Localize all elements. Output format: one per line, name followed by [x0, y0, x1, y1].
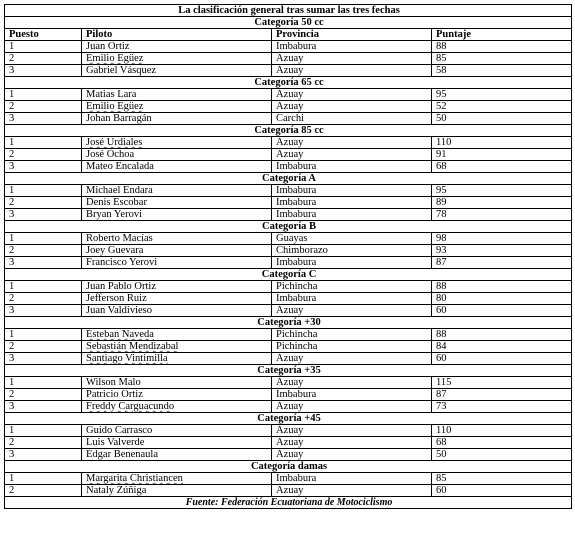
- puntaje-cell: 68: [432, 161, 572, 173]
- puntaje-cell: 88: [432, 41, 572, 53]
- puesto-cell: 3: [5, 65, 82, 77]
- provincia-cell: Azuay: [272, 449, 432, 461]
- piloto-cell: [82, 185, 272, 197]
- category-heading: Categoría 85 cc: [5, 125, 572, 137]
- puntaje-cell: 89: [432, 197, 572, 209]
- piloto-name: Patricio Ortiz: [86, 389, 143, 400]
- table-row: [5, 389, 572, 401]
- provincia-cell: Azuay: [272, 425, 432, 437]
- puesto-cell: 3: [5, 209, 82, 221]
- piloto-name: Juan Valdivieso: [86, 305, 153, 316]
- piloto-cell: [82, 401, 272, 413]
- provincia-cell: Pichincha: [272, 281, 432, 293]
- category-row: [5, 461, 572, 473]
- category-row: [5, 413, 572, 425]
- provincia-cell: Imbabura: [272, 473, 432, 485]
- provincia-cell: Azuay: [272, 437, 432, 449]
- category-heading: Categoría 50 cc: [5, 17, 572, 29]
- provincia-cell: Azuay: [272, 137, 432, 149]
- puntaje-cell: 58: [432, 65, 572, 77]
- provincia-cell: Azuay: [272, 353, 432, 365]
- provincia-cell: Imbabura: [272, 41, 432, 53]
- puesto-cell: 2: [5, 53, 82, 65]
- provincia-cell: Imbabura: [272, 161, 432, 173]
- piloto-name: Emilio Egüez: [86, 101, 144, 112]
- puesto-cell: 1: [5, 377, 82, 389]
- category-row: [5, 221, 572, 233]
- column-header: Piloto: [82, 29, 272, 41]
- provincia-cell: Imbabura: [272, 293, 432, 305]
- source-row: [5, 497, 572, 509]
- puesto-cell: 1: [5, 329, 82, 341]
- puesto-cell: 1: [5, 425, 82, 437]
- table-row: [5, 185, 572, 197]
- piloto-cell: [82, 233, 272, 245]
- provincia-cell: Imbabura: [272, 209, 432, 221]
- piloto-name: José Urdiales: [86, 137, 143, 148]
- provincia-cell: Carchi: [272, 113, 432, 125]
- puesto-cell: 2: [5, 437, 82, 449]
- puntaje-cell: 60: [432, 353, 572, 365]
- puntaje-cell: 87: [432, 389, 572, 401]
- piloto-cell: [82, 209, 272, 221]
- provincia-cell: Azuay: [272, 65, 432, 77]
- category-heading: Categoría 65 cc: [5, 77, 572, 89]
- table-row: [5, 233, 572, 245]
- table-row: [5, 293, 572, 305]
- puesto-cell: 1: [5, 41, 82, 53]
- provincia-cell: Azuay: [272, 53, 432, 65]
- table-row: [5, 149, 572, 161]
- puntaje-cell: 85: [432, 53, 572, 65]
- puesto-cell: 2: [5, 245, 82, 257]
- puesto-cell: 1: [5, 185, 82, 197]
- piloto-cell: [82, 437, 272, 449]
- piloto-name: Denis Escobar: [86, 197, 147, 208]
- table-row: [5, 41, 572, 53]
- piloto-cell: [82, 41, 272, 53]
- provincia-cell: Azuay: [272, 89, 432, 101]
- column-header: Puntaje: [432, 29, 572, 41]
- provincia-cell: Azuay: [272, 149, 432, 161]
- puesto-cell: 3: [5, 401, 82, 413]
- puntaje-cell: 115: [432, 377, 572, 389]
- piloto-cell: [82, 113, 272, 125]
- piloto-cell: [82, 149, 272, 161]
- table-row: [5, 329, 572, 341]
- puntaje-cell: 87: [432, 257, 572, 269]
- piloto-name: Emilio Egüez: [86, 53, 144, 64]
- piloto-name: Matias Lara: [86, 89, 137, 100]
- title-row: [5, 5, 572, 17]
- piloto-name: Luis Valverde: [86, 437, 145, 448]
- piloto-name: Francisco Yerovi: [86, 257, 158, 268]
- piloto-cell: [82, 329, 272, 341]
- table-row: [5, 305, 572, 317]
- puntaje-cell: 60: [432, 485, 572, 497]
- piloto-name: Nataly Zúñiga: [86, 485, 147, 496]
- table-row: [5, 137, 572, 149]
- results-table-body: [5, 5, 572, 509]
- provincia-cell: Imbabura: [272, 197, 432, 209]
- table-row: [5, 341, 572, 353]
- puntaje-cell: 68: [432, 437, 572, 449]
- puntaje-cell: 110: [432, 137, 572, 149]
- category-heading: Categoría damas: [5, 461, 572, 473]
- results-table: [4, 4, 572, 509]
- puesto-cell: 1: [5, 89, 82, 101]
- piloto-name: Gabriel Vásquez: [86, 65, 157, 76]
- category-heading: Categoría A: [5, 173, 572, 185]
- piloto-cell: [82, 389, 272, 401]
- piloto-name: Juan Pablo Ortiz: [86, 281, 156, 292]
- provincia-cell: Pichincha: [272, 341, 432, 353]
- piloto-name: Wilson Malo: [86, 377, 141, 388]
- category-heading: Categoría +35: [5, 365, 572, 377]
- piloto-cell: [82, 341, 272, 353]
- puntaje-cell: 50: [432, 449, 572, 461]
- puntaje-cell: 91: [432, 149, 572, 161]
- table-row: [5, 425, 572, 437]
- provincia-cell: Chimborazo: [272, 245, 432, 257]
- piloto-cell: [82, 137, 272, 149]
- puesto-cell: 3: [5, 305, 82, 317]
- piloto-name: Edgar Benenaula: [86, 449, 159, 460]
- puesto-cell: 1: [5, 473, 82, 485]
- provincia-cell: Azuay: [272, 305, 432, 317]
- puesto-cell: 1: [5, 281, 82, 293]
- table-row: [5, 281, 572, 293]
- puntaje-cell: 95: [432, 185, 572, 197]
- puntaje-cell: 52: [432, 101, 572, 113]
- table-row: [5, 401, 572, 413]
- piloto-cell: [82, 197, 272, 209]
- category-row: [5, 173, 572, 185]
- puntaje-cell: 80: [432, 293, 572, 305]
- piloto-name: Bryan Yerovi: [86, 209, 143, 220]
- piloto-cell: [82, 305, 272, 317]
- piloto-name: Esteban Naveda: [86, 329, 154, 340]
- category-heading: Categoría +30: [5, 317, 572, 329]
- puntaje-cell: 110: [432, 425, 572, 437]
- piloto-name: José Ochoa: [86, 149, 135, 160]
- puesto-cell: 2: [5, 101, 82, 113]
- puesto-cell: 2: [5, 485, 82, 497]
- piloto-cell: [82, 485, 272, 497]
- piloto-cell: [82, 377, 272, 389]
- provincia-cell: Imbabura: [272, 185, 432, 197]
- category-row: [5, 365, 572, 377]
- piloto-cell: [82, 65, 272, 77]
- piloto-cell: [82, 101, 272, 113]
- table-row: [5, 161, 572, 173]
- provincia-cell: Azuay: [272, 377, 432, 389]
- table-row: [5, 113, 572, 125]
- piloto-cell: [82, 353, 272, 365]
- category-heading: Categoría +45: [5, 413, 572, 425]
- piloto-cell: [82, 449, 272, 461]
- piloto-name: Johan Barragán: [86, 113, 152, 124]
- puesto-cell: 3: [5, 353, 82, 365]
- table-row: [5, 89, 572, 101]
- piloto-name: Sebastián Mendizabal: [86, 341, 179, 352]
- puesto-cell: 2: [5, 197, 82, 209]
- table-row: [5, 209, 572, 221]
- piloto-cell: [82, 293, 272, 305]
- puesto-cell: 3: [5, 257, 82, 269]
- provincia-cell: Imbabura: [272, 257, 432, 269]
- source-note: Fuente: Federación Ecuatoriana de Motociclismo: [5, 497, 572, 509]
- piloto-name: Mateo Encalada: [86, 161, 154, 172]
- category-row: [5, 125, 572, 137]
- puntaje-cell: 78: [432, 209, 572, 221]
- table-row: [5, 377, 572, 389]
- puesto-cell: 1: [5, 137, 82, 149]
- provincia-cell: Imbabura: [272, 389, 432, 401]
- piloto-name: Michael Endara: [86, 185, 153, 196]
- provincia-cell: Azuay: [272, 101, 432, 113]
- puesto-cell: 2: [5, 149, 82, 161]
- category-heading: Categoría C: [5, 269, 572, 281]
- puntaje-cell: 60: [432, 305, 572, 317]
- provincia-cell: Azuay: [272, 401, 432, 413]
- puntaje-cell: 73: [432, 401, 572, 413]
- puntaje-cell: 88: [432, 329, 572, 341]
- table-row: [5, 437, 572, 449]
- table-row: [5, 353, 572, 365]
- table-row: [5, 473, 572, 485]
- piloto-cell: [82, 89, 272, 101]
- category-row: [5, 77, 572, 89]
- puntaje-cell: 85: [432, 473, 572, 485]
- puntaje-cell: 95: [432, 89, 572, 101]
- puesto-cell: 3: [5, 449, 82, 461]
- puntaje-cell: 88: [432, 281, 572, 293]
- puesto-cell: 2: [5, 341, 82, 353]
- table-row: [5, 449, 572, 461]
- puntaje-cell: 84: [432, 341, 572, 353]
- piloto-cell: [82, 425, 272, 437]
- puesto-cell: 3: [5, 161, 82, 173]
- piloto-cell: [82, 53, 272, 65]
- piloto-name: Joey Guevara: [86, 245, 144, 256]
- piloto-name: Juan Ortiz: [86, 41, 130, 52]
- piloto-cell: [82, 281, 272, 293]
- piloto-cell: [82, 257, 272, 269]
- header-row: [5, 29, 572, 41]
- puesto-cell: 2: [5, 293, 82, 305]
- piloto-name: Freddy Carguacundo: [86, 401, 175, 412]
- table-row: [5, 65, 572, 77]
- table-row: [5, 485, 572, 497]
- table-row: [5, 101, 572, 113]
- piloto-name: Roberto Macías: [86, 233, 153, 244]
- provincia-cell: Guayas: [272, 233, 432, 245]
- puesto-cell: 1: [5, 233, 82, 245]
- piloto-cell: [82, 161, 272, 173]
- puntaje-cell: 98: [432, 233, 572, 245]
- puntaje-cell: 93: [432, 245, 572, 257]
- column-header: Provincia: [272, 29, 432, 41]
- table-title: La clasificación general tras sumar las tres fechas: [5, 5, 572, 17]
- piloto-name: Margarita Christiancen: [86, 473, 183, 484]
- piloto-name: Jefferson Ruiz: [86, 293, 147, 304]
- category-row: [5, 17, 572, 29]
- table-row: [5, 53, 572, 65]
- category-row: [5, 269, 572, 281]
- table-row: [5, 245, 572, 257]
- puesto-cell: 2: [5, 389, 82, 401]
- table-row: [5, 197, 572, 209]
- puntaje-cell: 50: [432, 113, 572, 125]
- piloto-cell: [82, 245, 272, 257]
- table-row: [5, 257, 572, 269]
- piloto-cell: [82, 473, 272, 485]
- piloto-name: Guido Carrasco: [86, 425, 153, 436]
- puesto-cell: 3: [5, 113, 82, 125]
- piloto-name: Santiago Vintimilla: [86, 353, 168, 364]
- provincia-cell: Azuay: [272, 485, 432, 497]
- category-heading: Categoría B: [5, 221, 572, 233]
- category-row: [5, 317, 572, 329]
- column-header: Puesto: [5, 29, 82, 41]
- provincia-cell: Pichincha: [272, 329, 432, 341]
